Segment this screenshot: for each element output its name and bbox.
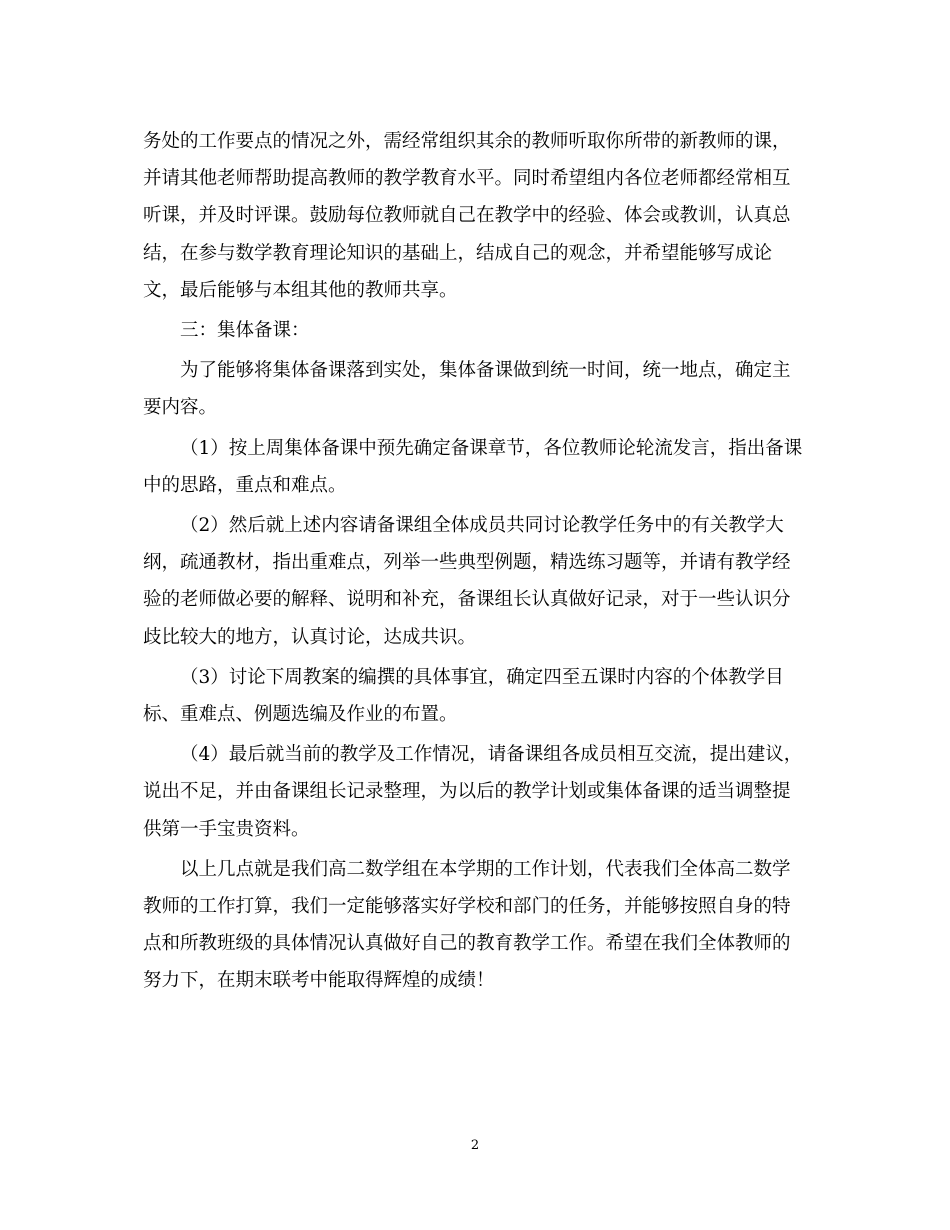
text-line: 验的老师做必要的解释、说明和补充，备课组长认真做好记录，对于一些认识分 [143, 589, 791, 611]
paragraph-item-3 [143, 659, 815, 733]
paragraph-intro [143, 352, 815, 426]
text-line: 供第一手宝贵资料。 [143, 818, 310, 840]
section-heading [143, 312, 815, 349]
text-line: 以上几点就是我们高二数学组在本学期的工作计划，代表我们全体高二数学 [180, 858, 791, 880]
text-line: 听课，并及时评课。鼓励每位教师就自己在教学中的经验、体会或教训，认真总 [143, 205, 791, 227]
text-line: 为了能够将集体备课落到实处，集体备课做到统一时间，统一地点，确定主 [180, 360, 791, 382]
text-line: 努力下，在期末联考中能取得辉煌的成绩！ [143, 970, 495, 992]
text-line: （4）最后就当前的教学及工作情况，请备课组各成员相互交流，提出建议， [180, 744, 803, 766]
text-line: 说出不足，并由备课组长记录整理，为以后的教学计划或集体备课的适当调整提 [143, 781, 791, 803]
text-line: 点和所教班级的具体情况认真做好自己的教育教学工作。希望在我们全体教师的 [143, 933, 791, 955]
page-number: 2 [470, 1138, 480, 1153]
text-line: 标、重难点、例题选编及作业的布置。 [143, 704, 458, 726]
text-line: 教师的工作打算，我们一定能够落实好学校和部门的任务，并能够按照自身的特 [143, 896, 791, 918]
text-line: 歧比较大的地方，认真讨论，达成共识。 [143, 626, 477, 648]
heading-collective-lesson-prep: 三：集体备课： [180, 320, 310, 342]
text-line: 文，最后能够与本组其他的教师共享。 [143, 279, 458, 301]
text-line: 要内容。 [143, 397, 218, 419]
text-line: 中的思路，重点和难点。 [143, 474, 347, 496]
text-line: 纲，疏通教材，指出重难点，列举一些典型例题，精选练习题等，并请有教学经 [143, 552, 791, 574]
paragraph-item-1 [143, 430, 815, 504]
text-line: 务处的工作要点的情况之外，需经常组织其余的教师听取你所带的新教师的课， [143, 131, 791, 152]
text-line: （3）讨论下周教案的编撰的具体事宜，确定四至五课时内容的个体教学目 [180, 666, 784, 688]
paragraph-item-4 [143, 736, 815, 848]
text-line: （1）按上周集体备课中预先确定备课章节，各位教师论轮流发言，指出备课 [180, 437, 803, 459]
text-line: （2）然后就上述内容请备课组全体成员共同讨论教学任务中的有关教学大 [180, 515, 784, 537]
document-body [143, 123, 815, 1003]
text-line: 并请其他老师帮助提高教师的教学教育水平。同时希望组内各位老师都经常相互 [143, 168, 791, 190]
text-line: 结，在参与数学教育理论知识的基础上，结成自己的观念，并希望能够写成论 [143, 242, 773, 264]
paragraph-item-2 [143, 507, 815, 656]
paragraph-conclusion [143, 851, 815, 1000]
paragraph-teacher-guidance [143, 123, 815, 309]
